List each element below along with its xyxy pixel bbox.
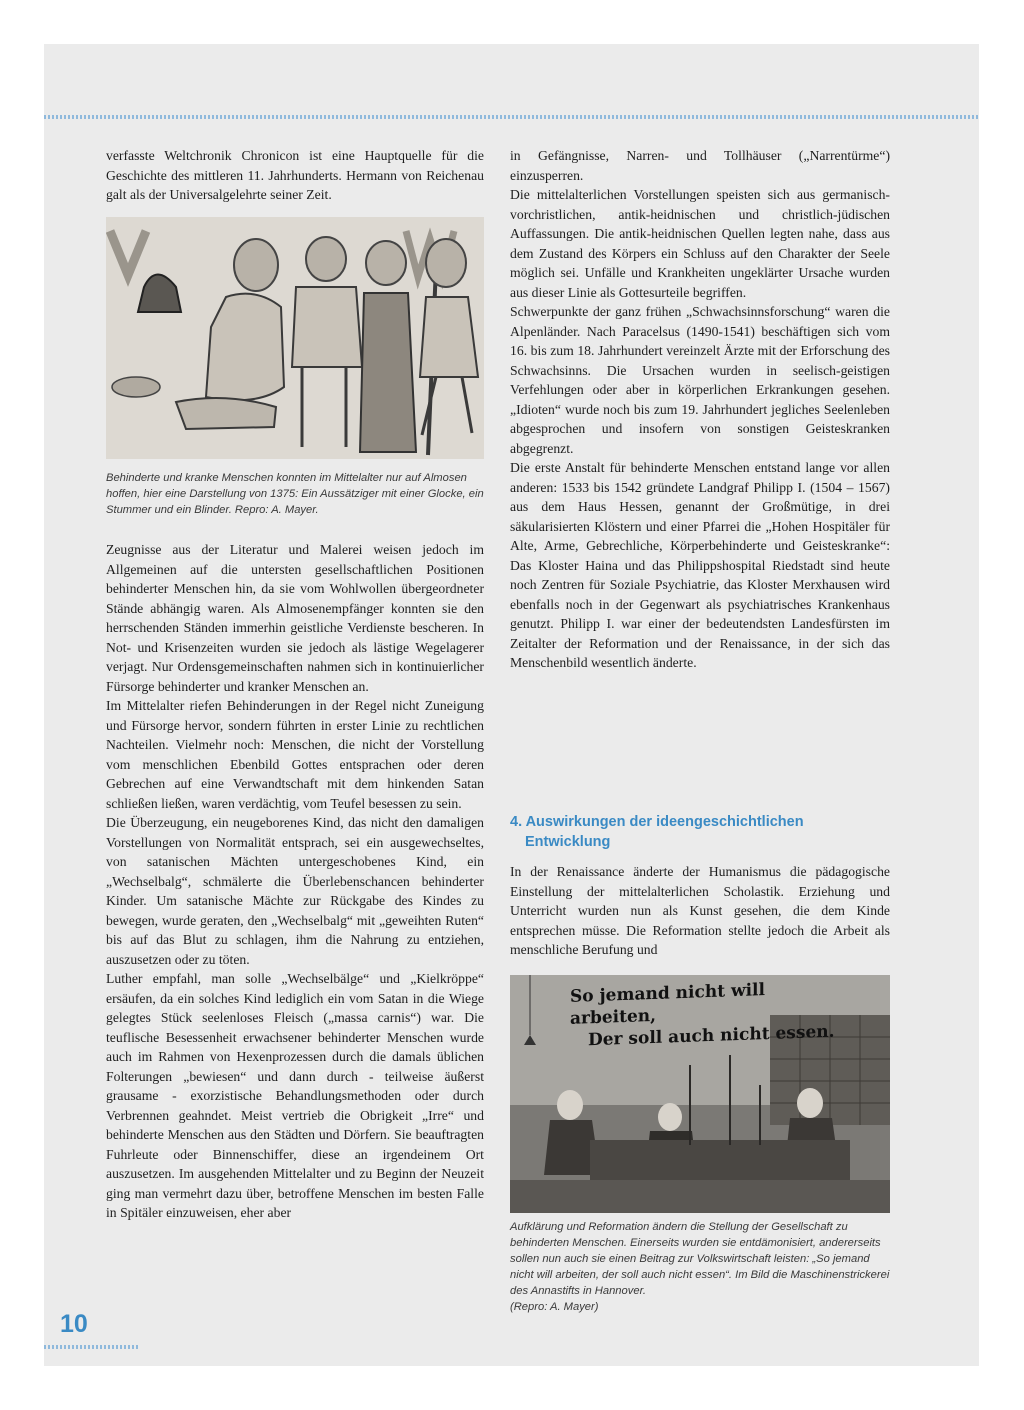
body-paragraph: Zeugnisse aus der Literatur und Malerei weisen jedoch im Allgemeinen auf die untersten gesellschaftlichen Positionen behinderter Menschen hin, da sie vom Wohlwollen übergeordneter Stände abhängig waren. Als Almosenempfänger konnten sie den herrschenden Ständen immerhin geistliche Verdienste bescheren. In Not- und Krisenzeiten wurden sie jedoch als lästige Wegelagerer verjagt. Nur Ordensgemeinschaften nahmen sich in kontinuierlicher Fürsorge behinderter und kranker Menschen an. [106,542,484,694]
right-top [510,146,890,673]
figure2-credit: (Repro: A. Mayer) [510,1301,599,1313]
body-paragraph: Im Mittelalter riefen Behinderungen in der Regel nicht Zuneigung und Fürsorge hervor, sondern führten in erster Linie zu rechtlichen Nachteilen. Vielmehr noch: Menschen, die nicht der Vorstellung vom menschlichen Ebenbild Gottes entsprachen oder deren Gebrechen auf eine Verwandtschaft mit dem hinkenden Satan schließen ließen, waren verdächtig, vom Teufel besessen zu sein. [106,698,484,811]
photo-banner-text [570,976,850,1052]
left-intro [106,146,484,205]
body-paragraph: Die Überzeugung, ein neugeborenes Kind, das nicht den damaligen Vorstellungen von Normalität entsprach, sei ein ausgewechseltes, von satanischen Mächten untergeschobenes Kind, ein „Wechselbalg“, schmälerte die Überlebenschancen behinderter Kinder. Um satanische Mächte zur Rückgabe des Kindes zu bewegen, wurde geraten, den „Wechselbalg“ mit „geweihten Ruten“ bis auf das Blut zu schlagen, ihm die Nahrung zu entziehen, auszusetzen oder zu töten. [106,815,484,967]
section-heading-line2: Entwicklung [525,834,611,850]
figure2-caption-block [510,1219,890,1315]
medieval-illustration-drawing [106,217,484,459]
header-dotted-rule [44,115,979,119]
figure1-caption: Behinderte und kranke Menschen konnten im Mittelalter nur auf Almosen hoffen, hier eine Darstellung von 1375: Ein Aussätziger mit einer Glocke, ein Stummer und ein Blinder. Repro: A. Mayer. [106,472,484,516]
alps-research-paragraph: Schwerpunkte der ganz frühen „Schwachsinnsforschung“ waren die Alpenländer. Nach Paracelsus (1490-1541) beschäftigen sich vom 16. bis zum 18. Jahrhundert vereinzelt Ärzte mit der Erforschung des Schwachsinns. Die Ursachen wurden in seelisch-geistigen Verfehlungen oder aber in körperlichen Erkrankungen gesehen. „Idioten“ wurde noch bis zum 19. Jahrhundert jegliches Seelenleben abgesprochen und insofern von sonstigen Geisteskranken abgegrenzt. [510,304,890,456]
knitting-workshop-photo [510,975,890,1213]
renaissance-paragraph: In der Renaissance änderte der Humanismus die pädagogische Einstellung der mittelalterlichen Scholastik. Erziehung und Unterricht wurden nun als Kunst gesehen, die dem Kinde entsprechen müsse. Die Reformation stellte jedoch die Arbeit als menschliche Berufung und [510,864,890,957]
section-heading [510,812,890,852]
medieval-illustration [106,217,484,459]
renaissance-block [510,862,890,960]
intro-paragraph: verfasste Weltchronik Chronicon ist eine Hauptquelle für die Geschichte des mittleren 11. Jahrhunderts. Hermann von Reichenau galt als der Universalgelehrte seiner Zeit. [106,148,484,202]
first-institution-paragraph: Die erste Anstalt für behinderte Menschen entstand lange vor allen anderen: 1533 bis 1542 gründete Landgraf Philipp I. (1504 – 1567) aus dem Haus Hessen, genannt der Großmütige, in drei säkularisierten Klöstern und einer Pfarrei die „Hohen Hospitäler für Alte, Arme, Gebrechliche, Körperbehinderte und Geisteskranke“: Das Kloster Haina und das Philippshospital Riedstadt sind heute noch Zentren für Soziale Psychiatrie, das Kloster Merxhausen wird ebenfalls noch in der Gegenwart als psychiatrisches Krankenhaus genutzt. Philipp I. war einer der bedeutendsten Landesfürsten im Zeitalter der Reformation und der Renaissance, in der sich das Menschenbild wesentlich änderte. [510,460,890,670]
section-heading-line1: 4. Auswirkungen der ideengeschichtlichen [510,814,804,830]
page-number: 10 [60,1310,88,1338]
photo-banner-line2: Der soll auch nicht essen. [588,1021,835,1051]
figure2-caption: Aufklärung und Reformation ändern die Stellung der Gesellschaft zu behinderten Menschen. Einerseits wurden sie entdämonisiert, andererseits sollen nun auch sie einen Beitrag zur Volkswirtschaft leisten: „So jemand nicht will arbeiten, der soll auch nicht essen“. Im Bild die Maschinenstrickerei des Annastifts in Hannover. [510,1221,890,1297]
right-top-paragraph: in Gefängnisse, Narren- und Tollhäuser („Narrentürme“) einzusperren. [510,148,890,183]
footer-dotted-rule [44,1345,139,1349]
left-body [106,540,484,1223]
photo-banner-line1: So jemand nicht will arbeiten, [570,980,765,1029]
body-paragraph: Luther empfahl, man solle „Wechselbälge“ und „Kielkröppe“ ersäufen, da ein solches Kind lediglich ein vom Satan in die Wiege gelegtes Stück seelenloses Fleisch („massa carnis“) war. Die teuflische Besessenheit erwachsener behinderter Menschen wurde auch im Rahmen von Hexenprozessen durch die damals üblichen Folterungen „bewiesen“ und dann durch - teilweise äußerst grausame - exorzistische Behandlungsmethoden oder durch Verbrennen geahndet. Meist vertrieb die Obrigkeit „Irre“ und behinderte Menschen aus den Städten und Dörfern. Sie beauftragten Fuhrleute oder Binnenschiffer, diese an irgendeinem Ort auszusetzen. Im ausgehenden Mittelalter und zu Beginn der Neuzeit ging man vermehrt dazu über, betroffene Menschen im besten Falle in Spitäler einzuweisen, eher aber [106,971,484,1220]
medieval-notions-paragraph: Die mittelalterlichen Vorstellungen speisten sich aus germanisch-vorchristlichen, antik-heidnischen und christlich-jüdischen Auffassungen. Die antik-heidnischen Quellen legten nahe, dass aus dem Zustand des Körpers ein Schluss auf den Charakter der Seele möglich sei. Unfälle und Krankheiten ungeklärter Ursache wurden aus dieser Linie als Gottesurteile begriffen. [510,187,890,300]
